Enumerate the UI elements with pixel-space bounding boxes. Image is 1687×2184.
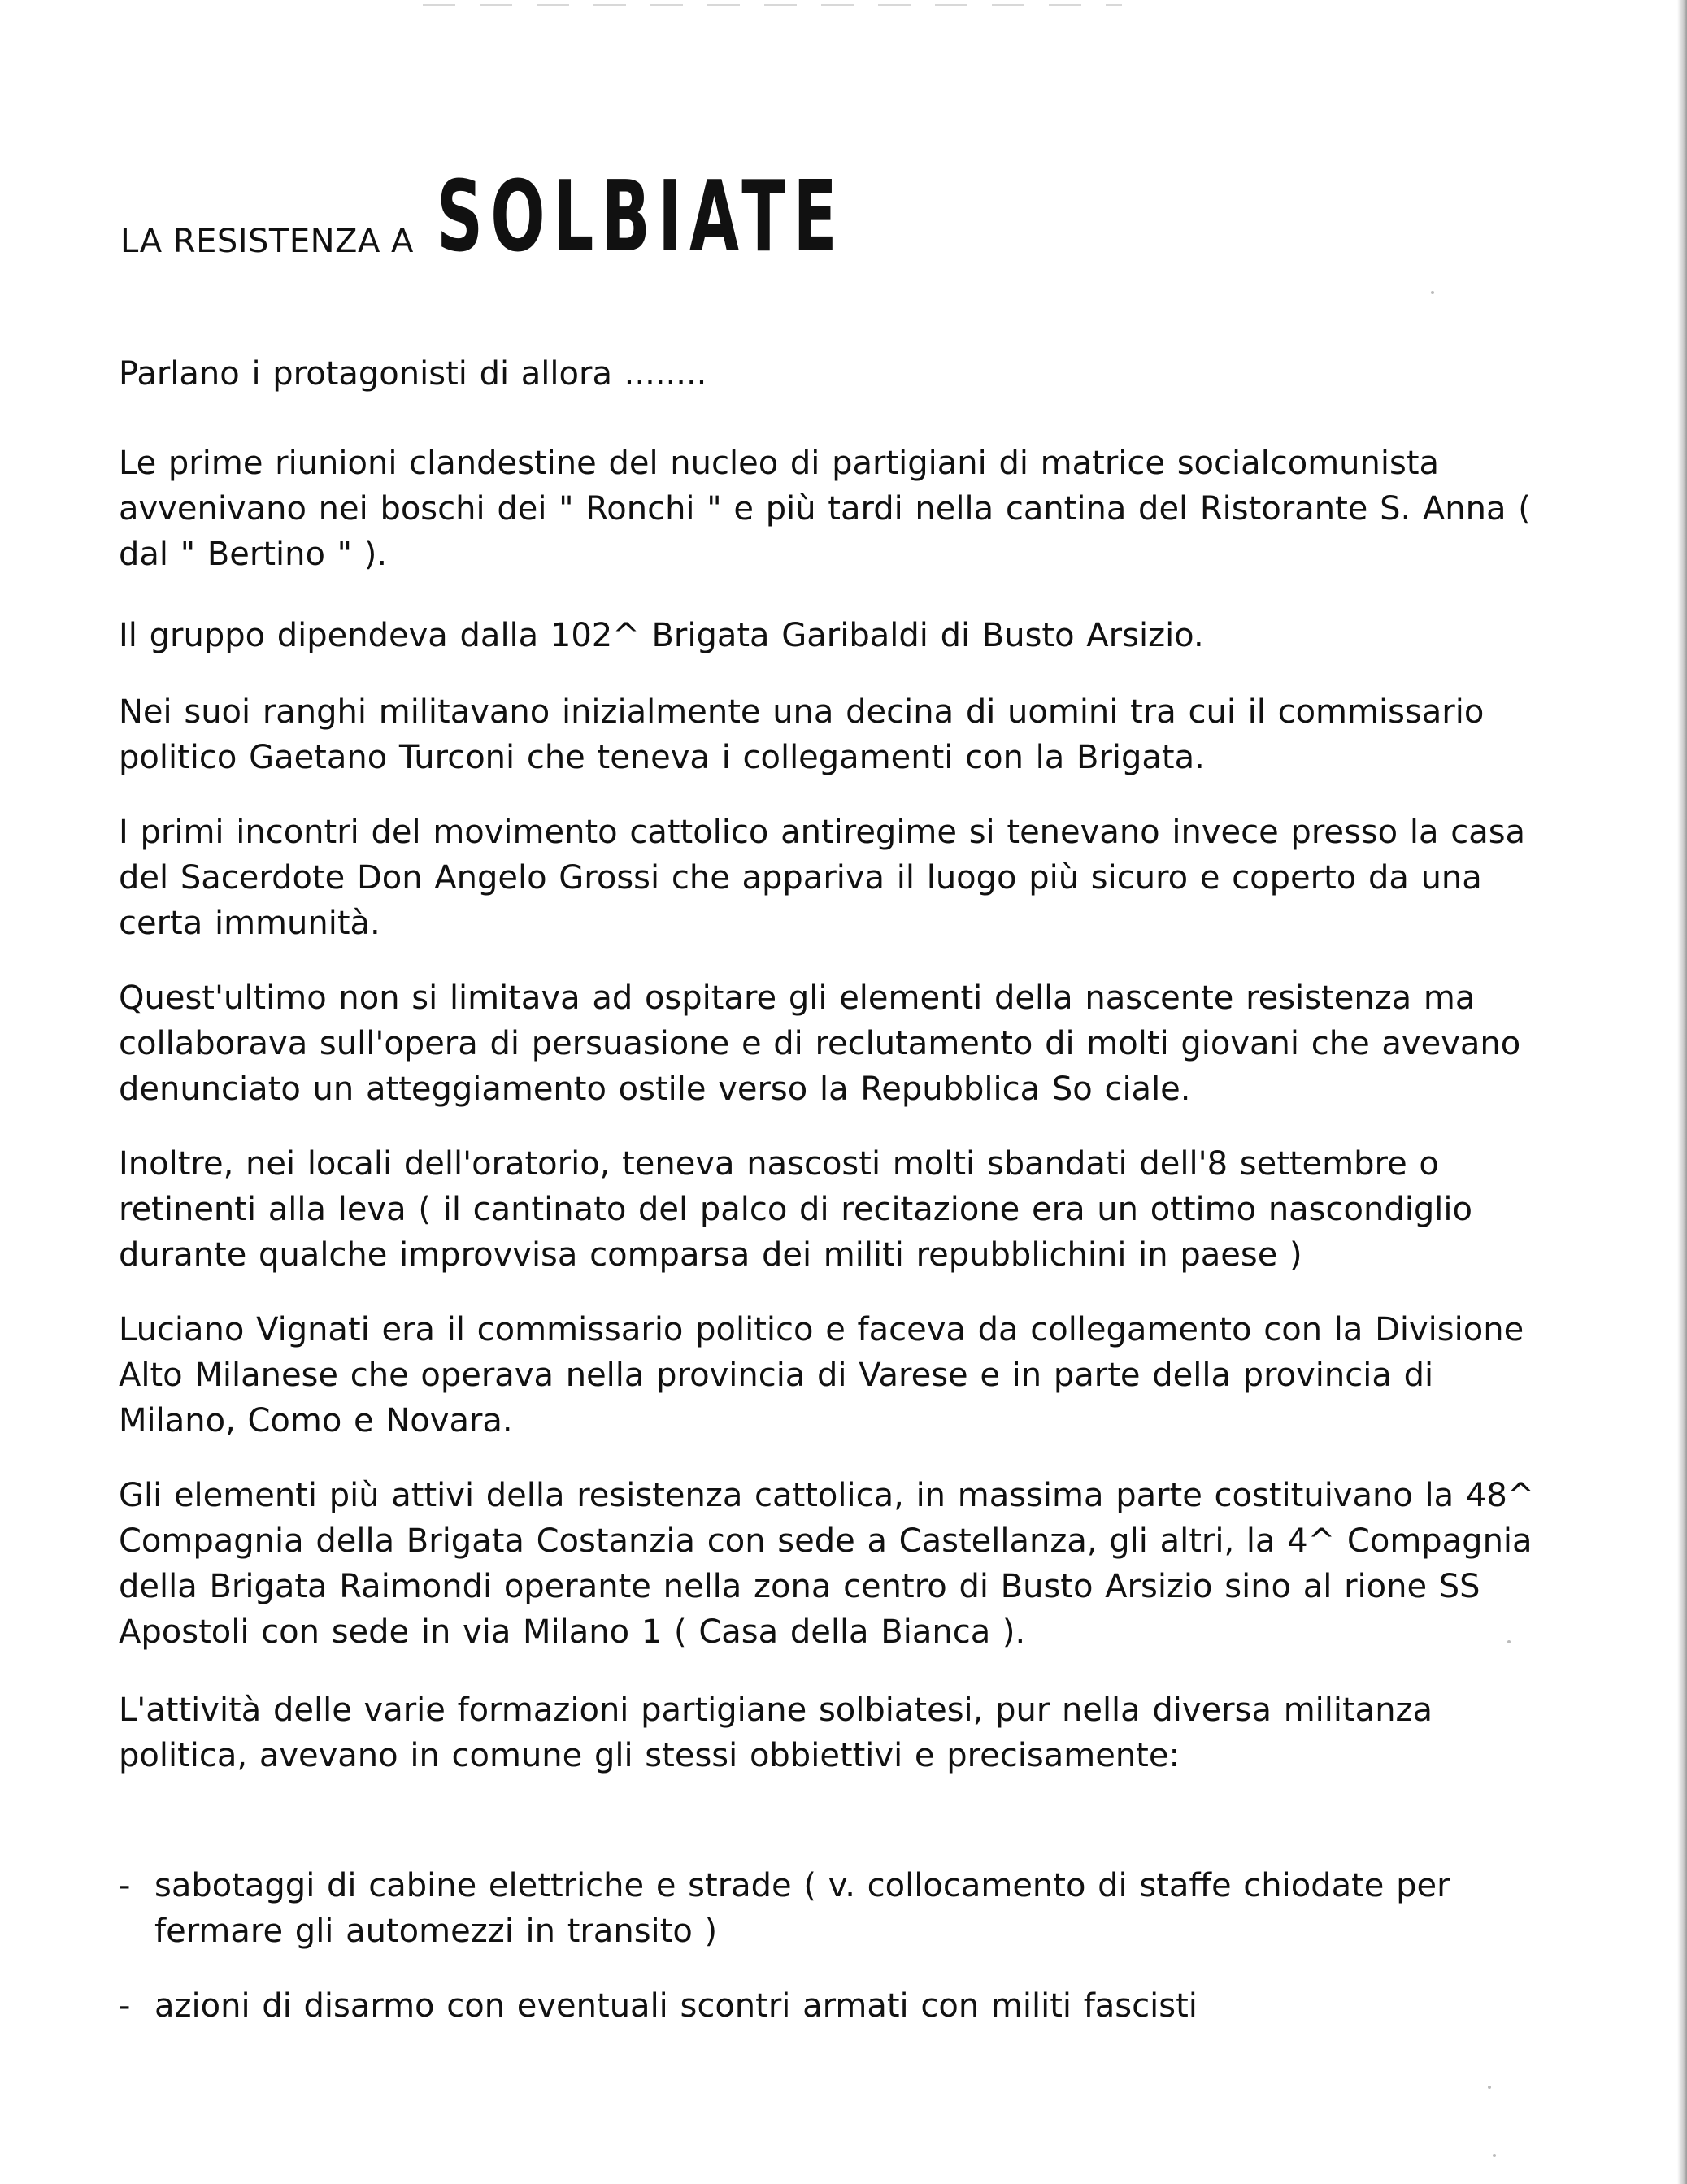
title-prefix: LA RESISTENZA A — [120, 223, 414, 260]
bullet-dash: - — [119, 1987, 131, 2025]
paragraph-gruppo: Il gruppo dipendeva dalla 102^ Brigata Garibaldi di Busto Arsizio. — [119, 617, 1204, 654]
intro-line: Parlano i protagonisti di allora ........ — [119, 355, 707, 393]
scan-edge-shadow — [1677, 0, 1687, 2184]
paragraph-vignati: Luciano Vignati era il commissario politico e faceva da collegamento con la Divisione Alto Milanese che operava nella provincia di Varese e in parte della provincia di Milano, Como e Novara. — [119, 1311, 1524, 1439]
bullet-item-disarmo — [119, 1983, 1543, 2029]
bullet-item-sabotaggi — [119, 1863, 1543, 1954]
paragraph-ranghi: Nei suoi ranghi militavano inizialmente una decina di uomini tra cui il commissario politico Gaetano Turconi che teneva i collegamenti con la Brigata. — [119, 693, 1485, 776]
bullet-text: sabotaggi di cabine elettriche e strade ( v. collocamento di staffe chiodate per fermare gli automezzi in transito ) — [154, 1867, 1450, 1950]
title-main: SOLBIATE — [436, 161, 845, 274]
paragraph-riunioni: Le prime riunioni clandestine del nucleo di partigiani di matrice socialcomunista avvenivano nei boschi dei " Ronchi " e più tardi nella cantina del Ristorante S. Anna ( dal " Bertino " ). — [119, 445, 1531, 573]
paragraph-elementi-attivi: Gli elementi più attivi della resistenza cattolica, in massima parte costituivano la 48^ Compagnia della Brigata Costanzia con sede a Castellanza, gli altri, la 4^ Compagnia della Brigata Raimondi operante nella zona centro di Busto Arsizio sino al rione SS Apostoli con sede in via Milano 1 ( Casa della Bianca ). — [119, 1477, 1535, 1651]
paragraph-obbiettivi: L'attività delle varie formazioni partigiane solbiatesi, pur nella diversa militanza politica, avevano in comune gli stessi obbiettivi e precisamente: — [119, 1691, 1433, 1774]
bullet-text: azioni di disarmo con eventuali scontri armati con militi fascisti — [154, 1987, 1198, 2025]
bullet-dash: - — [119, 1867, 131, 1904]
paragraph-oratorio: Inoltre, nei locali dell'oratorio, teneva nascosti molti sbandati dell'8 settembre o retinenti alla leva ( il cantinato del palco di recitazione era un ottimo nascondiglio durante qualche improvvisa comparsa dei militi repubblichini in paese ) — [119, 1145, 1472, 1274]
paragraph-incontri-cattolici: I primi incontri del movimento cattolico antiregime si tenevano invece presso la casa del Sacerdote Don Angelo Grossi che appariva il luogo più sicuro e coperto da una certa immunità. — [119, 814, 1526, 942]
document-title — [120, 145, 1054, 274]
paragraph-ospitare: Quest'ultimo non si limitava ad ospitare gli elementi della nascente resistenza ma collaborava sull'opera di persuasione e di reclutamento di molti giovani che avevano denunciato un atteggiamento ostile verso la Repubblica So ciale. — [119, 979, 1521, 1108]
